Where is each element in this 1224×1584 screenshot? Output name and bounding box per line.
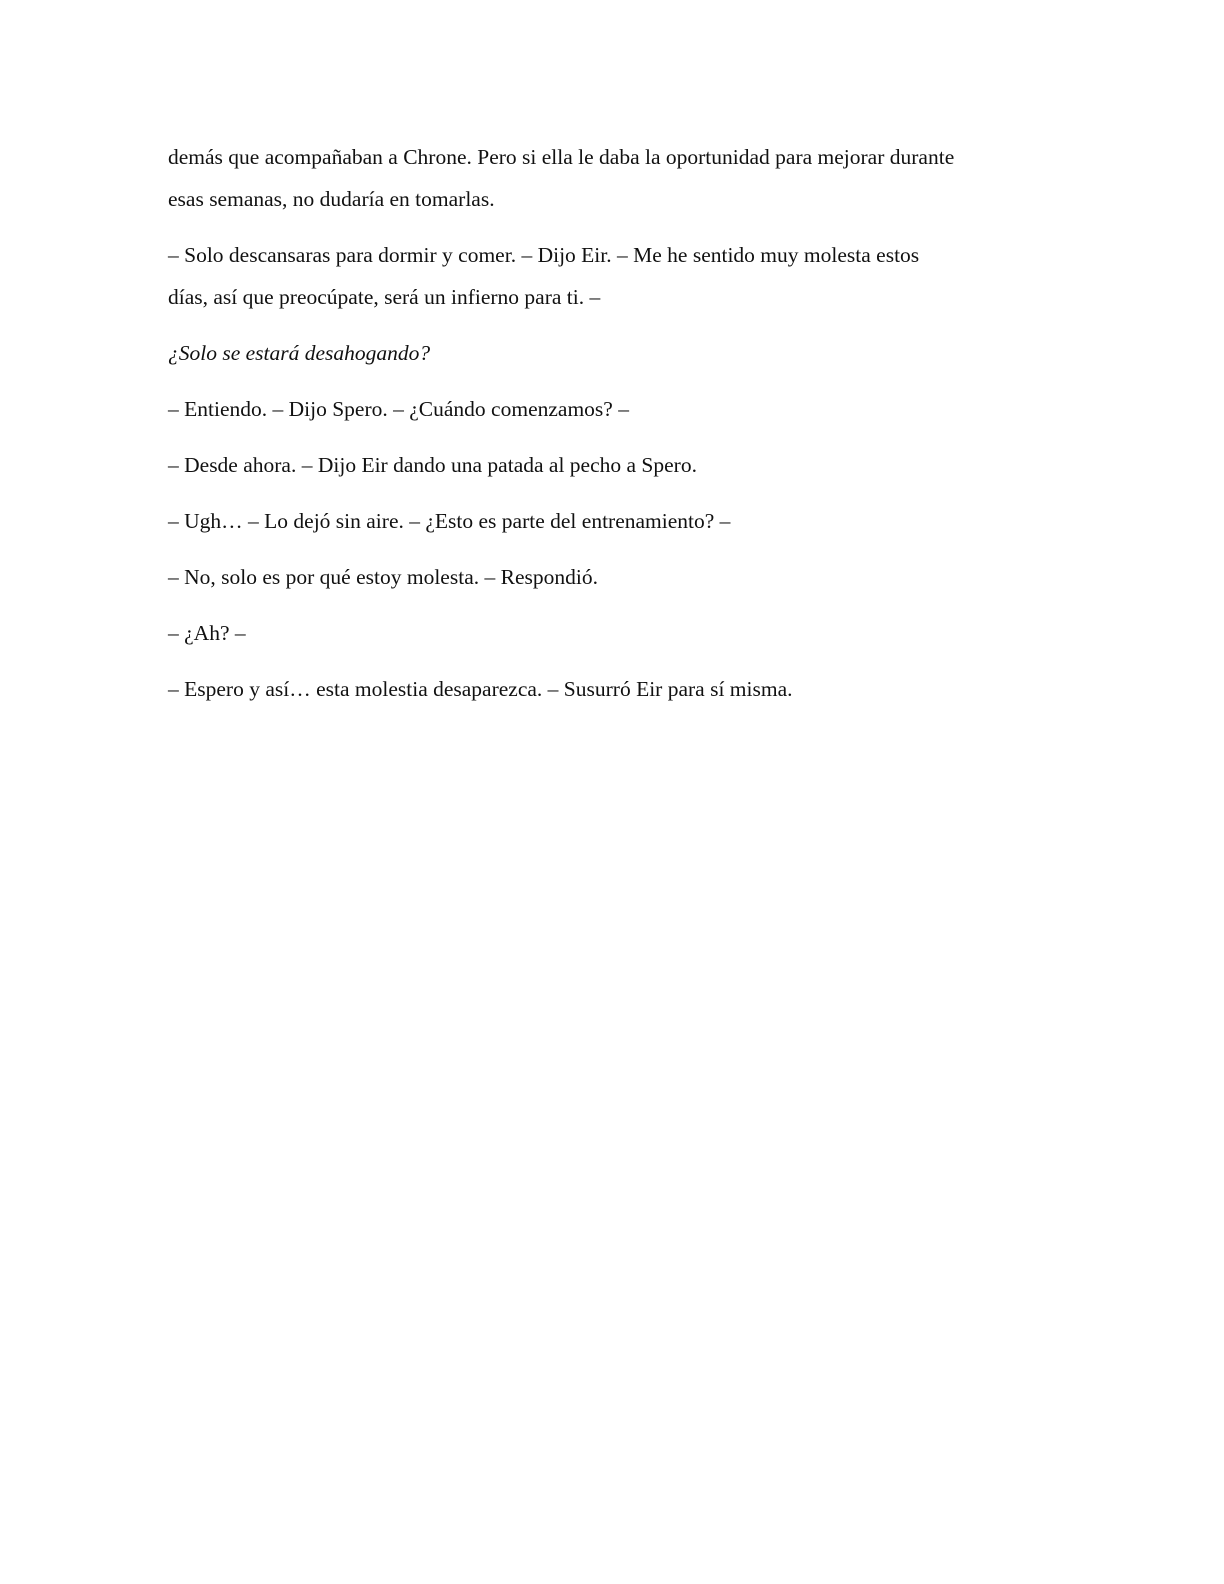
- dialogue-paragraph: [168, 556, 1048, 598]
- paragraph-2: [168, 234, 1048, 318]
- text-line: esas semanas, no dudaría en tomarlas.: [168, 187, 495, 211]
- text-line: – Ugh… – Lo dejó sin aire. – ¿Esto es parte del entrenamiento? –: [168, 509, 731, 533]
- paragraph-1: [168, 136, 1048, 220]
- text-line: – Solo descansaras para dormir y comer. – Dijo Eir. – Me he sentido muy molesta estos: [168, 243, 920, 267]
- dialogue-paragraph: [168, 668, 1048, 710]
- text-line: demás que acompañaban a Chrone. Pero si ella le daba la oportunidad para mejorar durante: [168, 145, 955, 169]
- text-line: – ¿Ah? –: [168, 621, 246, 645]
- body-text: [168, 136, 1048, 724]
- inner-thought-paragraph: [168, 332, 1048, 374]
- dialogue-paragraph: [168, 388, 1048, 430]
- dialogue-paragraph: [168, 500, 1048, 542]
- dialogue-paragraph: [168, 612, 1048, 654]
- text-line: ¿Solo se estará desahogando?: [168, 341, 431, 365]
- text-line: – Entiendo. – Dijo Spero. – ¿Cuándo comenzamos? –: [168, 397, 629, 421]
- text-line: – Espero y así… esta molestia desaparezca. – Susurró Eir para sí misma.: [168, 677, 793, 701]
- text-line: días, así que preocúpate, será un infierno para ti. –: [168, 285, 601, 309]
- text-line: – No, solo es por qué estoy molesta. – Respondió.: [168, 565, 598, 589]
- dialogue-paragraph: [168, 444, 1048, 486]
- text-line: – Desde ahora. – Dijo Eir dando una patada al pecho a Spero.: [168, 453, 697, 477]
